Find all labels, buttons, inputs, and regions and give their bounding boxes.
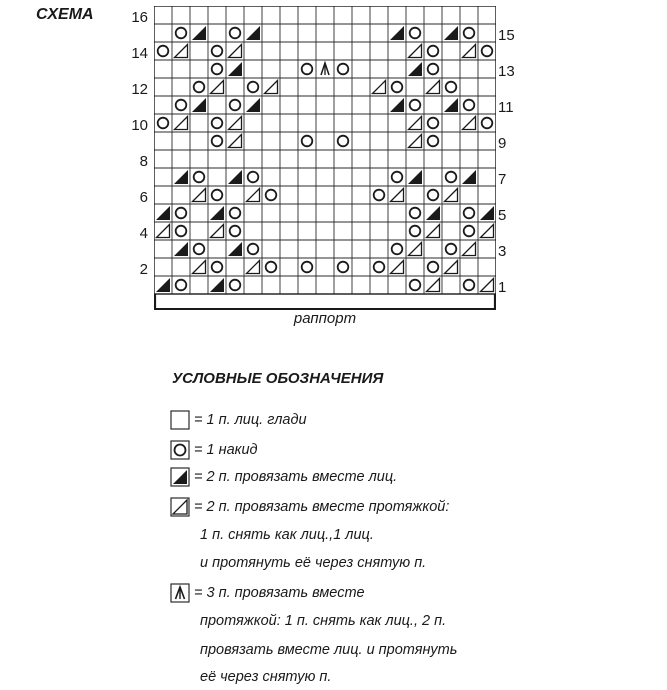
legend-text-knit: = 1 п. лиц. глади xyxy=(194,411,307,428)
legend-skp-detail-1: 1 п. снять как лиц.,1 лиц. xyxy=(200,527,374,543)
yarn-over-icon xyxy=(170,440,190,460)
legend-skp-detail-2: и протянуть её через снятую п. xyxy=(200,555,427,571)
row-label-11: 11 xyxy=(498,99,514,116)
row-label-8: 8 xyxy=(139,153,148,170)
legend-heading: УСЛОВНЫЕ ОБОЗНАЧЕНИЯ xyxy=(172,370,384,387)
k2tog-icon xyxy=(170,467,190,487)
legend-text-k2tog: = 2 п. провязать вместе лиц. xyxy=(194,468,398,485)
schema-title: СХЕМА xyxy=(36,6,94,23)
legend-sk2p-detail-3: её через снятую п. xyxy=(200,669,332,685)
row-label-14: 14 xyxy=(131,45,148,62)
row-label-6: 6 xyxy=(139,189,148,206)
chart-grid-lines xyxy=(154,6,496,294)
row-label-10: 10 xyxy=(131,117,148,134)
row-label-12: 12 xyxy=(131,81,148,98)
skp-icon xyxy=(170,497,190,517)
knit-stitch-icon xyxy=(170,410,190,430)
row-label-15: 15 xyxy=(498,27,515,44)
row-label-2: 2 xyxy=(139,261,148,278)
legend-item-sk2p xyxy=(170,583,365,603)
legend-sk2p-detail-2: провязать вместе лиц. и протянуть xyxy=(200,642,458,658)
sk2p-icon xyxy=(170,583,190,603)
row-label-13: 13 xyxy=(498,63,515,80)
legend-text-skp: = 2 п. провязать вместе протяжкой: xyxy=(194,498,450,515)
row-label-1: 1 xyxy=(498,279,507,296)
legend-text-yarn-over: = 1 накид xyxy=(194,441,258,458)
row-label-3: 3 xyxy=(498,243,507,260)
repeat-label: раппорт xyxy=(293,310,357,327)
knitting-chart xyxy=(154,6,496,326)
row-label-4: 4 xyxy=(139,225,148,242)
row-label-7: 7 xyxy=(498,171,507,188)
repeat-bracket xyxy=(154,294,496,310)
row-label-5: 5 xyxy=(498,207,507,224)
legend-item-knit xyxy=(170,410,307,430)
legend-item-k2tog xyxy=(170,467,397,487)
legend-item-skp xyxy=(170,497,449,517)
legend-item-yarn-over xyxy=(170,440,258,460)
legend-text-sk2p: = 3 п. провязать вместе xyxy=(194,584,365,601)
row-label-16: 16 xyxy=(131,9,148,26)
legend-sk2p-detail-1: протяжкой: 1 п. снять как лиц., 2 п. xyxy=(200,613,447,629)
row-label-9: 9 xyxy=(498,135,507,152)
